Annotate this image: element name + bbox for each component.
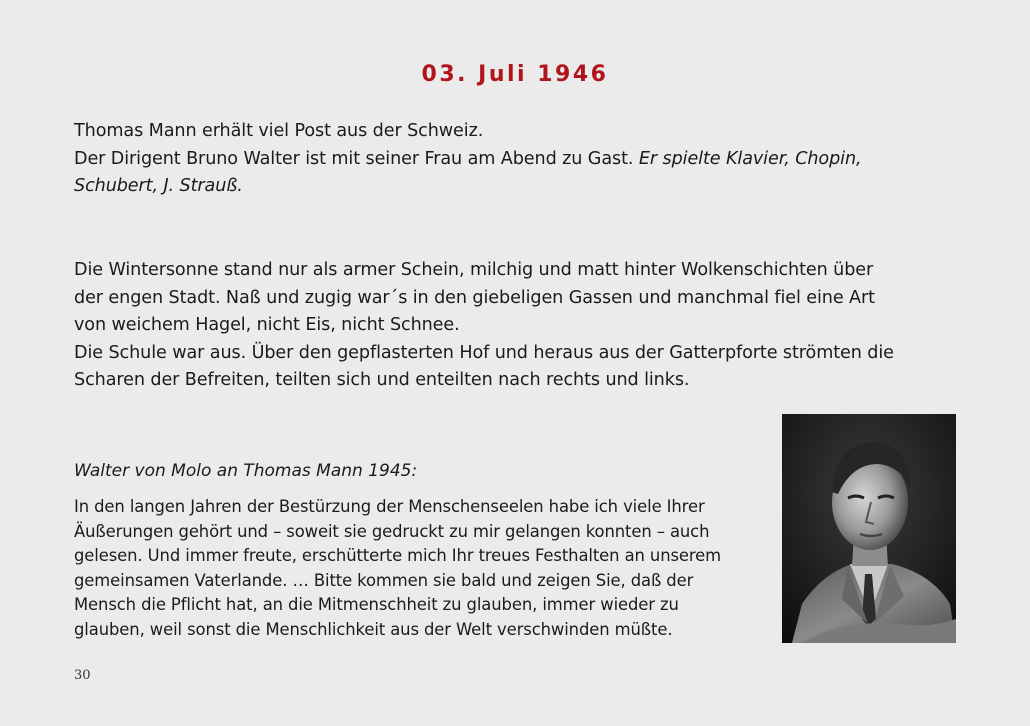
page-number: 30: [74, 668, 91, 683]
entry-line-3-italic: Schubert, J. Strauß.: [74, 176, 243, 196]
page-title: 03. Juli 1946: [421, 62, 609, 87]
entry-line-2: [74, 146, 974, 174]
excerpt-line: der engen Stadt. Naß und zugig war´s in den giebeligen Gassen und manchmal fiel eine Art: [74, 287, 875, 308]
excerpt-line: von weichem Hagel, nicht Eis, nicht Schnee.: [74, 315, 460, 335]
letter-quote: [74, 495, 721, 642]
quote-line: Äußerungen gehört und – soweit sie gedruckt zu mir gelangen konnten – auch: [74, 521, 710, 541]
quote-line: gemeinsamen Vaterlande. … Bitte kommen sie bald und zeigen Sie, daß der: [74, 570, 694, 590]
entry-line-1: Thomas Mann erhält viel Post aus der Schweiz.: [74, 121, 484, 141]
entry-line-2-italic: Er spielte Klavier, Chopin,: [638, 148, 862, 169]
quote-line: gelesen. Und immer freute, erschütterte mich Ihr treues Festhalten an unserem: [74, 546, 722, 565]
entry-line-2-text: Der Dirigent Bruno Walter ist mit seiner Frau am Abend zu Gast.: [74, 148, 639, 169]
quote-line: glauben, weil sonst die Menschlichkeit aus der Welt verschwinden müßte.: [74, 619, 673, 639]
portrait-photo: [782, 414, 956, 643]
excerpt-line: Die Schule war aus. Über den gepflasterten Hof und heraus aus der Gatterpforte strömten die: [74, 342, 894, 363]
diary-entry: [74, 118, 974, 201]
quote-source: Walter von Molo an Thomas Mann 1945:: [74, 461, 418, 481]
excerpt-line: Scharen der Befreiten, teilten sich und enteilten nach rechts und links.: [74, 370, 690, 390]
quote-line: Mensch die Pflicht hat, an die Mitmenschheit zu glauben, immer wieder zu: [74, 595, 679, 614]
excerpt-line: Die Wintersonne stand nur als armer Schein, milchig und matt hinter Wolkenschichten über: [74, 260, 874, 280]
entry-line-3: [74, 173, 974, 201]
literary-excerpt: [74, 257, 974, 395]
quote-line: In den langen Jahren der Bestürzung der Menschenseelen habe ich viele Ihrer: [74, 497, 705, 516]
